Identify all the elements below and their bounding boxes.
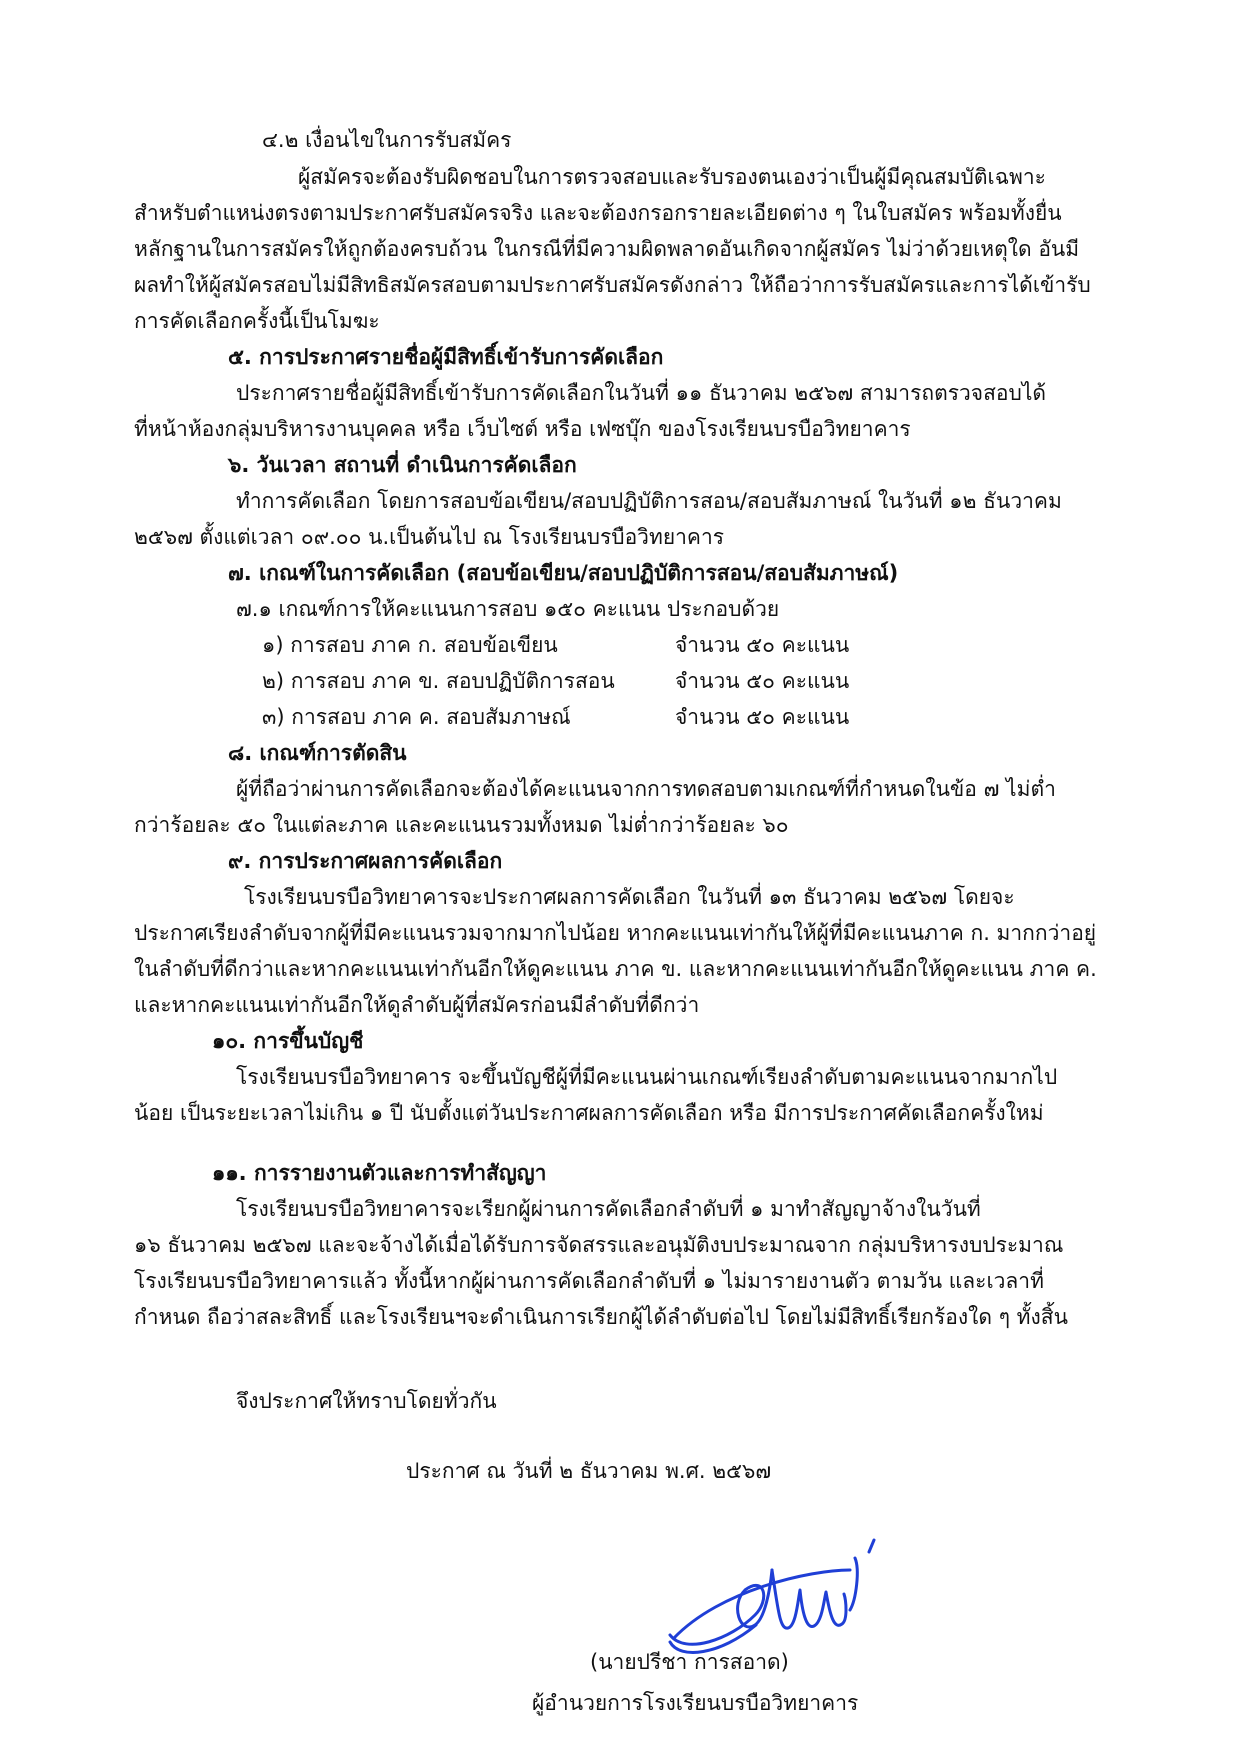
section-5-line: ประกาศรายชื่อผู้มีสิทธิ์เข้ารับการคัดเลือกในวันที่ ๑๑ ธันวาคม ๒๕๖๗ สามารถตรวจสอบได้: [236, 381, 1047, 405]
section-4-2-line: ผลทำให้ผู้สมัครสอบไม่มีสิทธิสมัครสอบตามประกาศรับสมัครดังกล่าว ให้ถือว่าการรับสมัครและการได้เข้ารับ: [134, 273, 1091, 297]
section-10-heading: ๑๐. การขึ้นบัญชี: [212, 1029, 364, 1053]
section-11-line: กำหนด ถือว่าสละสิทธิ์ และโรงเรียนฯจะดำเนินการเรียกผู้ได้ลำดับต่อไป โดยไม่มีสิทธิ์เรียกร้องใด ๆ ทั้งสิ้น: [134, 1305, 1068, 1329]
section-10-line: น้อย เป็นระยะเวลาไม่เกิน ๑ ปี นับตั้งแต่วันประกาศผลการคัดเลือก หรือ มีการประกาศคัดเลือกครั้งใหม่: [134, 1101, 1044, 1125]
section-9-heading: ๙. การประกาศผลการคัดเลือก: [228, 849, 503, 873]
section-8-line: กว่าร้อยละ ๕๐ ในแต่ละภาค และคะแนนรวมทั้งหมด ไม่ต่ำกว่าร้อยละ ๖๐: [134, 813, 789, 837]
criteria-item-score: จำนวน ๕๐ คะแนน: [675, 633, 850, 657]
closing-announcement: จึงประกาศให้ทราบโดยทั่วกัน: [236, 1389, 497, 1413]
section-5-heading: ๕. การประกาศรายชื่อผู้มีสิทธิ์เข้ารับการคัดเลือก: [228, 345, 664, 369]
section-11-line: ๑๖ ธันวาคม ๒๕๖๗ และจะจ้างได้เมื่อได้รับการจัดสรรและอนุมัติงบประมาณจาก กลุ่มบริหารงบประมาณ: [134, 1233, 1064, 1257]
section-11-line: โรงเรียนบรบือวิทยาคารจะเรียกผู้ผ่านการคัดเลือกลำดับที่ ๑ มาทำสัญญาจ้างในวันที่: [236, 1197, 981, 1221]
criteria-item-score: จำนวน ๕๐ คะแนน: [675, 705, 850, 729]
section-4-2-line: สำหรับตำแหน่งตรงตามประกาศรับสมัครจริง และจะต้องกรอกรายละเอียดต่าง ๆ ในใบสมัคร พร้อมทั้งยื่น: [134, 201, 1062, 225]
section-8-line: ผู้ที่ถือว่าผ่านการคัดเลือกจะต้องได้คะแนนจากการทดสอบตามเกณฑ์ที่กำหนดในข้อ ๗ ไม่ต่ำ: [236, 777, 1056, 801]
criteria-item-label: ๒) การสอบ ภาค ข. สอบปฏิบัติการสอน: [262, 669, 615, 693]
signer-title: ผู้อำนวยการโรงเรียนบรบือวิทยาคาร: [532, 1691, 859, 1715]
section-6-heading: ๖. วันเวลา สถานที่ ดำเนินการคัดเลือก: [228, 453, 577, 477]
section-6-line: ทำการคัดเลือก โดยการสอบข้อเขียน/สอบปฏิบัติการสอน/สอบสัมภาษณ์ ในวันที่ ๑๒ ธันวาคม: [236, 489, 1062, 513]
section-9-line: ประกาศเรียงลำดับจากผู้ที่มีคะแนนรวมจากมากไปน้อย หากคะแนนเท่ากันให้ผู้ที่มีคะแนนภาค ก. มากกว่าอยู่: [134, 921, 1097, 945]
section-7-1-subheading: ๗.๑ เกณฑ์การให้คะแนนการสอบ ๑๕๐ คะแนน ประกอบด้วย: [236, 597, 780, 621]
section-4-2-heading: ๔.๒ เงื่อนไขในการรับสมัคร: [262, 128, 512, 152]
criteria-item-label: ๑) การสอบ ภาค ก. สอบข้อเขียน: [262, 633, 558, 657]
criteria-item-label: ๓) การสอบ ภาค ค. สอบสัมภาษณ์: [262, 705, 571, 729]
section-5-line: ที่หน้าห้องกลุ่มบริหารงานบุคคล หรือ เว็บไซต์ หรือ เฟซบุ๊ก ของโรงเรียนบรบือวิทยาคาร: [134, 417, 911, 441]
criteria-item-score: จำนวน ๕๐ คะแนน: [675, 669, 850, 693]
announcement-date: ประกาศ ณ วันที่ ๒ ธันวาคม พ.ศ. ๒๕๖๗: [406, 1459, 772, 1483]
section-8-heading: ๘. เกณฑ์การตัดสิน: [228, 741, 407, 765]
section-9-line: และหากคะแนนเท่ากันอีกให้ดูลำดับผู้ที่สมัครก่อนมีลำดับที่ดีกว่า: [134, 993, 700, 1017]
section-4-2-line: ผู้สมัครจะต้องรับผิดชอบในการตรวจสอบและรับรองตนเองว่าเป็นผู้มีคุณสมบัติเฉพาะ: [298, 165, 1046, 189]
signer-name: (นายปรีชา การสอาด): [590, 1650, 789, 1674]
section-9-line: ในลำดับที่ดีกว่าและหากคะแนนเท่ากันอีกให้ดูคะแนน ภาค ข. และหากคะแนนเท่ากันอีกให้ดูคะแนน ภาค ค.: [134, 957, 1097, 981]
section-4-2-line: หลักฐานในการสมัครให้ถูกต้องครบถ้วน ในกรณีที่มีความผิดพลาดอันเกิดจากผู้สมัคร ไม่ว่าด้วยเหตุใด อันมี: [134, 237, 1080, 261]
section-6-line: ๒๕๖๗ ตั้งแต่เวลา ๐๙.๐๐ น.เป็นต้นไป ณ โรงเรียนบรบือวิทยาคาร: [134, 525, 725, 549]
signature-ink-strokes: [670, 1540, 874, 1652]
section-10-line: โรงเรียนบรบือวิทยาคาร จะขึ้นบัญชีผู้ที่มีคะแนนผ่านเกณฑ์เรียงลำดับตามคะแนนจากมากไป: [236, 1065, 1058, 1089]
section-7-heading: ๗. เกณฑ์ในการคัดเลือก (สอบข้อเขียน/สอบปฏิบัติการสอน/สอบสัมภาษณ์): [228, 561, 899, 585]
section-11-heading: ๑๑. การรายงานตัวและการทำสัญญา: [212, 1161, 547, 1185]
section-9-line: โรงเรียนบรบือวิทยาคารจะประกาศผลการคัดเลือก ในวันที่ ๑๓ ธันวาคม ๒๕๖๗ โดยจะ: [244, 885, 1015, 909]
section-11-line: โรงเรียนบรบือวิทยาคารแล้ว ทั้งนี้หากผู้ผ่านการคัดเลือกลำดับที่ ๑ ไม่มารายงานตัว ตามวัน และเวลาที่: [134, 1269, 1044, 1293]
section-4-2-line: การคัดเลือกครั้งนี้เป็นโมฆะ: [134, 309, 380, 333]
